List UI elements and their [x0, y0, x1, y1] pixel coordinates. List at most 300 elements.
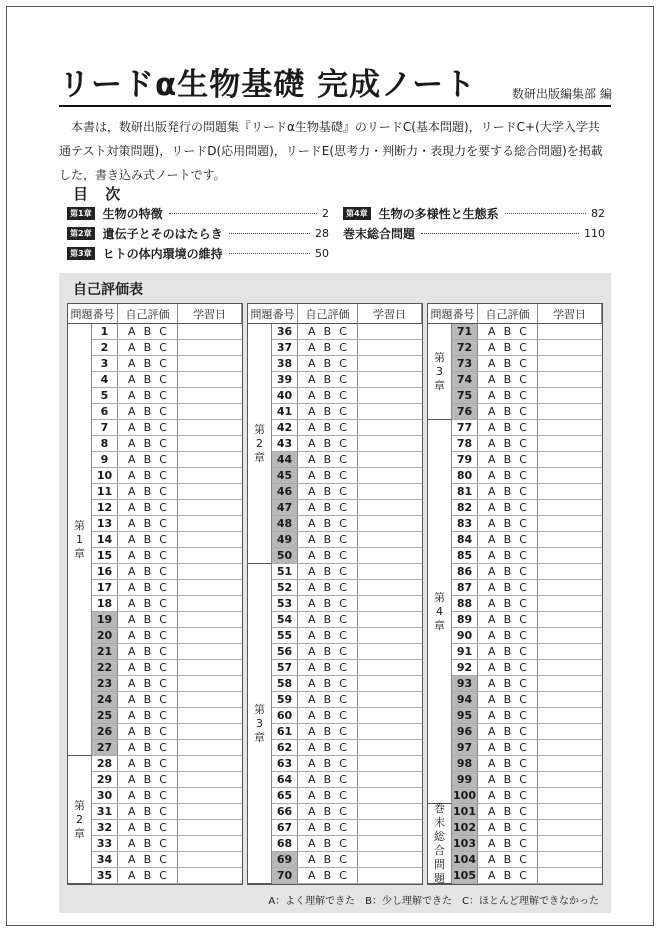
- study-date-cell[interactable]: [178, 356, 242, 371]
- grade-a-option[interactable]: A: [128, 773, 136, 786]
- grade-b-option[interactable]: B: [503, 533, 512, 546]
- grade-b-option[interactable]: B: [323, 613, 332, 626]
- grade-c-option[interactable]: C: [339, 533, 347, 546]
- grade-c-option[interactable]: C: [339, 645, 347, 658]
- study-date-cell[interactable]: [358, 836, 422, 851]
- grade-b-option[interactable]: B: [323, 581, 332, 594]
- study-date-cell[interactable]: [538, 468, 602, 483]
- grade-b-option[interactable]: B: [503, 549, 512, 562]
- grade-b-option[interactable]: B: [323, 533, 332, 546]
- grade-b-option[interactable]: B: [323, 869, 332, 882]
- grade-c-option[interactable]: C: [159, 469, 167, 482]
- grade-a-option[interactable]: A: [308, 741, 316, 754]
- grade-b-option[interactable]: B: [143, 757, 152, 770]
- grade-c-option[interactable]: C: [339, 837, 347, 850]
- grade-c-option[interactable]: C: [339, 805, 347, 818]
- grade-c-option[interactable]: C: [339, 421, 347, 434]
- grade-a-option[interactable]: A: [488, 693, 496, 706]
- grade-b-option[interactable]: B: [143, 549, 152, 562]
- grade-b-option[interactable]: B: [323, 693, 332, 706]
- study-date-cell[interactable]: [178, 452, 242, 467]
- grade-c-option[interactable]: C: [519, 389, 527, 402]
- grade-c-option[interactable]: C: [519, 437, 527, 450]
- grade-c-option[interactable]: C: [519, 565, 527, 578]
- grade-c-option[interactable]: C: [339, 789, 347, 802]
- grade-b-option[interactable]: B: [143, 645, 152, 658]
- study-date-cell[interactable]: [358, 644, 422, 659]
- grade-a-option[interactable]: A: [488, 869, 496, 882]
- study-date-cell[interactable]: [538, 484, 602, 499]
- grade-c-option[interactable]: C: [519, 533, 527, 546]
- grade-c-option[interactable]: C: [339, 853, 347, 866]
- study-date-cell[interactable]: [178, 548, 242, 563]
- grade-b-option[interactable]: B: [503, 693, 512, 706]
- study-date-cell[interactable]: [538, 628, 602, 643]
- grade-a-option[interactable]: A: [308, 581, 316, 594]
- grade-b-option[interactable]: B: [503, 437, 512, 450]
- grade-b-option[interactable]: B: [143, 725, 152, 738]
- grade-c-option[interactable]: C: [519, 597, 527, 610]
- grade-c-option[interactable]: C: [159, 565, 167, 578]
- grade-c-option[interactable]: C: [339, 773, 347, 786]
- study-date-cell[interactable]: [178, 612, 242, 627]
- grade-a-option[interactable]: A: [128, 437, 136, 450]
- grade-b-option[interactable]: B: [323, 677, 332, 690]
- grade-b-option[interactable]: B: [503, 821, 512, 834]
- grade-b-option[interactable]: B: [143, 565, 152, 578]
- grade-b-option[interactable]: B: [503, 725, 512, 738]
- study-date-cell[interactable]: [538, 676, 602, 691]
- study-date-cell[interactable]: [358, 564, 422, 579]
- grade-c-option[interactable]: C: [339, 405, 347, 418]
- grade-c-option[interactable]: C: [159, 501, 167, 514]
- grade-b-option[interactable]: B: [143, 789, 152, 802]
- grade-a-option[interactable]: A: [488, 501, 496, 514]
- grade-a-option[interactable]: A: [488, 389, 496, 402]
- grade-c-option[interactable]: C: [519, 789, 527, 802]
- grade-c-option[interactable]: C: [519, 757, 527, 770]
- grade-c-option[interactable]: C: [339, 597, 347, 610]
- grade-c-option[interactable]: C: [159, 421, 167, 434]
- grade-c-option[interactable]: C: [339, 501, 347, 514]
- grade-a-option[interactable]: A: [488, 581, 496, 594]
- grade-a-option[interactable]: A: [308, 389, 316, 402]
- toc-item[interactable]: [67, 225, 329, 241]
- grade-a-option[interactable]: A: [488, 853, 496, 866]
- study-date-cell[interactable]: [538, 820, 602, 835]
- grade-b-option[interactable]: B: [323, 373, 332, 386]
- grade-b-option[interactable]: B: [143, 693, 152, 706]
- grade-c-option[interactable]: C: [519, 501, 527, 514]
- grade-c-option[interactable]: C: [519, 405, 527, 418]
- grade-a-option[interactable]: A: [128, 725, 136, 738]
- grade-a-option[interactable]: A: [308, 453, 316, 466]
- grade-b-option[interactable]: B: [503, 565, 512, 578]
- study-date-cell[interactable]: [538, 756, 602, 771]
- study-date-cell[interactable]: [178, 868, 242, 883]
- grade-c-option[interactable]: C: [159, 581, 167, 594]
- grade-c-option[interactable]: C: [159, 709, 167, 722]
- study-date-cell[interactable]: [178, 564, 242, 579]
- study-date-cell[interactable]: [538, 580, 602, 595]
- grade-a-option[interactable]: A: [308, 725, 316, 738]
- grade-c-option[interactable]: C: [159, 405, 167, 418]
- grade-a-option[interactable]: A: [488, 757, 496, 770]
- grade-b-option[interactable]: B: [143, 869, 152, 882]
- grade-a-option[interactable]: A: [488, 645, 496, 658]
- grade-a-option[interactable]: A: [308, 709, 316, 722]
- grade-b-option[interactable]: B: [143, 613, 152, 626]
- grade-c-option[interactable]: C: [339, 453, 347, 466]
- grade-b-option[interactable]: B: [503, 773, 512, 786]
- grade-c-option[interactable]: C: [339, 341, 347, 354]
- toc-item[interactable]: [343, 205, 605, 221]
- grade-b-option[interactable]: B: [143, 469, 152, 482]
- grade-a-option[interactable]: A: [488, 741, 496, 754]
- grade-b-option[interactable]: B: [143, 373, 152, 386]
- grade-a-option[interactable]: A: [308, 661, 316, 674]
- grade-a-option[interactable]: A: [128, 853, 136, 866]
- grade-a-option[interactable]: A: [128, 677, 136, 690]
- grade-c-option[interactable]: C: [159, 357, 167, 370]
- study-date-cell[interactable]: [538, 324, 602, 339]
- grade-a-option[interactable]: A: [308, 565, 316, 578]
- grade-a-option[interactable]: A: [128, 661, 136, 674]
- grade-b-option[interactable]: B: [323, 485, 332, 498]
- grade-a-option[interactable]: A: [128, 581, 136, 594]
- study-date-cell[interactable]: [358, 356, 422, 371]
- study-date-cell[interactable]: [538, 596, 602, 611]
- grade-b-option[interactable]: B: [503, 837, 512, 850]
- grade-b-option[interactable]: B: [143, 581, 152, 594]
- grade-a-option[interactable]: A: [308, 373, 316, 386]
- grade-b-option[interactable]: B: [323, 789, 332, 802]
- grade-c-option[interactable]: C: [339, 565, 347, 578]
- study-date-cell[interactable]: [358, 580, 422, 595]
- study-date-cell[interactable]: [178, 324, 242, 339]
- study-date-cell[interactable]: [538, 564, 602, 579]
- grade-a-option[interactable]: A: [128, 645, 136, 658]
- study-date-cell[interactable]: [538, 660, 602, 675]
- study-date-cell[interactable]: [178, 644, 242, 659]
- grade-c-option[interactable]: C: [519, 661, 527, 674]
- grade-c-option[interactable]: C: [519, 453, 527, 466]
- grade-a-option[interactable]: A: [128, 629, 136, 642]
- study-date-cell[interactable]: [538, 836, 602, 851]
- grade-b-option[interactable]: B: [503, 501, 512, 514]
- grade-c-option[interactable]: C: [339, 437, 347, 450]
- grade-a-option[interactable]: A: [128, 789, 136, 802]
- study-date-cell[interactable]: [178, 724, 242, 739]
- study-date-cell[interactable]: [538, 644, 602, 659]
- grade-a-option[interactable]: A: [128, 549, 136, 562]
- grade-a-option[interactable]: A: [308, 869, 316, 882]
- study-date-cell[interactable]: [178, 740, 242, 755]
- study-date-cell[interactable]: [178, 516, 242, 531]
- grade-c-option[interactable]: C: [159, 549, 167, 562]
- grade-a-option[interactable]: A: [128, 341, 136, 354]
- grade-a-option[interactable]: A: [128, 325, 136, 338]
- grade-b-option[interactable]: B: [143, 325, 152, 338]
- grade-b-option[interactable]: B: [323, 821, 332, 834]
- grade-c-option[interactable]: C: [159, 757, 167, 770]
- study-date-cell[interactable]: [358, 548, 422, 563]
- grade-a-option[interactable]: A: [308, 533, 316, 546]
- grade-a-option[interactable]: A: [308, 645, 316, 658]
- grade-c-option[interactable]: C: [519, 805, 527, 818]
- grade-c-option[interactable]: C: [159, 677, 167, 690]
- study-date-cell[interactable]: [358, 388, 422, 403]
- grade-c-option[interactable]: C: [159, 693, 167, 706]
- grade-b-option[interactable]: B: [503, 597, 512, 610]
- grade-c-option[interactable]: C: [159, 741, 167, 754]
- grade-b-option[interactable]: B: [323, 341, 332, 354]
- study-date-cell[interactable]: [538, 612, 602, 627]
- study-date-cell[interactable]: [358, 692, 422, 707]
- study-date-cell[interactable]: [178, 532, 242, 547]
- grade-a-option[interactable]: A: [488, 453, 496, 466]
- grade-b-option[interactable]: B: [323, 645, 332, 658]
- grade-a-option[interactable]: A: [488, 357, 496, 370]
- grade-c-option[interactable]: C: [339, 517, 347, 530]
- grade-b-option[interactable]: B: [323, 517, 332, 530]
- grade-b-option[interactable]: B: [503, 805, 512, 818]
- grade-c-option[interactable]: C: [339, 373, 347, 386]
- grade-c-option[interactable]: C: [159, 789, 167, 802]
- study-date-cell[interactable]: [538, 740, 602, 755]
- study-date-cell[interactable]: [178, 804, 242, 819]
- grade-b-option[interactable]: B: [323, 725, 332, 738]
- grade-c-option[interactable]: C: [159, 805, 167, 818]
- study-date-cell[interactable]: [178, 500, 242, 515]
- grade-b-option[interactable]: B: [323, 597, 332, 610]
- grade-c-option[interactable]: C: [159, 821, 167, 834]
- grade-c-option[interactable]: C: [519, 693, 527, 706]
- grade-c-option[interactable]: C: [519, 485, 527, 498]
- study-date-cell[interactable]: [358, 660, 422, 675]
- grade-b-option[interactable]: B: [503, 325, 512, 338]
- grade-b-option[interactable]: B: [503, 405, 512, 418]
- study-date-cell[interactable]: [178, 404, 242, 419]
- grade-c-option[interactable]: C: [519, 853, 527, 866]
- grade-b-option[interactable]: B: [143, 661, 152, 674]
- grade-b-option[interactable]: B: [323, 325, 332, 338]
- grade-c-option[interactable]: C: [159, 453, 167, 466]
- grade-b-option[interactable]: B: [323, 357, 332, 370]
- grade-c-option[interactable]: C: [159, 629, 167, 642]
- grade-b-option[interactable]: B: [143, 437, 152, 450]
- grade-a-option[interactable]: A: [128, 693, 136, 706]
- study-date-cell[interactable]: [538, 516, 602, 531]
- study-date-cell[interactable]: [358, 452, 422, 467]
- grade-c-option[interactable]: C: [159, 389, 167, 402]
- grade-c-option[interactable]: C: [159, 325, 167, 338]
- grade-b-option[interactable]: B: [143, 357, 152, 370]
- grade-a-option[interactable]: A: [308, 341, 316, 354]
- grade-a-option[interactable]: A: [488, 341, 496, 354]
- grade-c-option[interactable]: C: [519, 373, 527, 386]
- study-date-cell[interactable]: [178, 852, 242, 867]
- study-date-cell[interactable]: [178, 372, 242, 387]
- grade-a-option[interactable]: A: [128, 373, 136, 386]
- grade-c-option[interactable]: C: [339, 549, 347, 562]
- grade-a-option[interactable]: A: [128, 565, 136, 578]
- grade-b-option[interactable]: B: [323, 805, 332, 818]
- grade-c-option[interactable]: C: [159, 437, 167, 450]
- study-date-cell[interactable]: [538, 500, 602, 515]
- grade-b-option[interactable]: B: [503, 453, 512, 466]
- grade-c-option[interactable]: C: [519, 725, 527, 738]
- grade-a-option[interactable]: A: [128, 757, 136, 770]
- grade-a-option[interactable]: A: [128, 597, 136, 610]
- grade-b-option[interactable]: B: [503, 661, 512, 674]
- study-date-cell[interactable]: [178, 660, 242, 675]
- grade-b-option[interactable]: B: [143, 709, 152, 722]
- grade-c-option[interactable]: C: [159, 869, 167, 882]
- toc-item[interactable]: [343, 225, 605, 241]
- grade-c-option[interactable]: C: [339, 581, 347, 594]
- grade-b-option[interactable]: B: [503, 469, 512, 482]
- study-date-cell[interactable]: [358, 500, 422, 515]
- grade-a-option[interactable]: A: [488, 597, 496, 610]
- grade-a-option[interactable]: A: [308, 501, 316, 514]
- grade-c-option[interactable]: C: [339, 613, 347, 626]
- study-date-cell[interactable]: [178, 388, 242, 403]
- grade-a-option[interactable]: A: [308, 405, 316, 418]
- grade-b-option[interactable]: B: [503, 485, 512, 498]
- grade-a-option[interactable]: A: [128, 405, 136, 418]
- study-date-cell[interactable]: [178, 468, 242, 483]
- grade-b-option[interactable]: B: [143, 677, 152, 690]
- grade-a-option[interactable]: A: [488, 405, 496, 418]
- grade-c-option[interactable]: C: [339, 821, 347, 834]
- grade-a-option[interactable]: A: [488, 421, 496, 434]
- grade-a-option[interactable]: A: [308, 853, 316, 866]
- study-date-cell[interactable]: [538, 772, 602, 787]
- study-date-cell[interactable]: [178, 676, 242, 691]
- grade-b-option[interactable]: B: [323, 437, 332, 450]
- grade-c-option[interactable]: C: [339, 757, 347, 770]
- grade-c-option[interactable]: C: [519, 821, 527, 834]
- grade-a-option[interactable]: A: [128, 533, 136, 546]
- grade-c-option[interactable]: C: [159, 341, 167, 354]
- grade-b-option[interactable]: B: [323, 549, 332, 562]
- study-date-cell[interactable]: [358, 468, 422, 483]
- grade-b-option[interactable]: B: [323, 469, 332, 482]
- grade-c-option[interactable]: C: [159, 597, 167, 610]
- grade-a-option[interactable]: A: [128, 357, 136, 370]
- grade-b-option[interactable]: B: [143, 421, 152, 434]
- grade-b-option[interactable]: B: [503, 421, 512, 434]
- grade-a-option[interactable]: A: [488, 677, 496, 690]
- grade-a-option[interactable]: A: [128, 421, 136, 434]
- grade-c-option[interactable]: C: [159, 853, 167, 866]
- grade-a-option[interactable]: A: [488, 773, 496, 786]
- grade-b-option[interactable]: B: [323, 773, 332, 786]
- study-date-cell[interactable]: [178, 820, 242, 835]
- grade-c-option[interactable]: C: [519, 741, 527, 754]
- grade-c-option[interactable]: C: [519, 421, 527, 434]
- toc-item[interactable]: [67, 245, 329, 261]
- grade-b-option[interactable]: B: [503, 853, 512, 866]
- grade-c-option[interactable]: C: [519, 581, 527, 594]
- grade-c-option[interactable]: C: [159, 613, 167, 626]
- grade-b-option[interactable]: B: [323, 757, 332, 770]
- study-date-cell[interactable]: [538, 852, 602, 867]
- study-date-cell[interactable]: [178, 628, 242, 643]
- study-date-cell[interactable]: [358, 804, 422, 819]
- grade-a-option[interactable]: A: [488, 485, 496, 498]
- grade-a-option[interactable]: A: [128, 869, 136, 882]
- grade-b-option[interactable]: B: [323, 453, 332, 466]
- grade-b-option[interactable]: B: [143, 517, 152, 530]
- grade-a-option[interactable]: A: [128, 837, 136, 850]
- study-date-cell[interactable]: [358, 820, 422, 835]
- grade-c-option[interactable]: C: [339, 693, 347, 706]
- study-date-cell[interactable]: [358, 404, 422, 419]
- grade-a-option[interactable]: A: [128, 501, 136, 514]
- study-date-cell[interactable]: [358, 596, 422, 611]
- grade-b-option[interactable]: B: [503, 677, 512, 690]
- grade-b-option[interactable]: B: [143, 597, 152, 610]
- grade-a-option[interactable]: A: [308, 757, 316, 770]
- grade-c-option[interactable]: C: [519, 549, 527, 562]
- grade-b-option[interactable]: B: [503, 741, 512, 754]
- grade-a-option[interactable]: A: [488, 549, 496, 562]
- grade-b-option[interactable]: B: [503, 757, 512, 770]
- study-date-cell[interactable]: [358, 772, 422, 787]
- study-date-cell[interactable]: [358, 420, 422, 435]
- grade-a-option[interactable]: A: [308, 629, 316, 642]
- grade-b-option[interactable]: B: [323, 405, 332, 418]
- grade-b-option[interactable]: B: [143, 805, 152, 818]
- grade-c-option[interactable]: C: [159, 773, 167, 786]
- study-date-cell[interactable]: [358, 868, 422, 883]
- grade-c-option[interactable]: C: [519, 613, 527, 626]
- study-date-cell[interactable]: [178, 580, 242, 595]
- study-date-cell[interactable]: [538, 868, 602, 883]
- grade-c-option[interactable]: C: [159, 661, 167, 674]
- grade-b-option[interactable]: B: [503, 581, 512, 594]
- grade-a-option[interactable]: A: [308, 613, 316, 626]
- grade-c-option[interactable]: C: [339, 469, 347, 482]
- grade-b-option[interactable]: B: [503, 389, 512, 402]
- grade-b-option[interactable]: B: [503, 645, 512, 658]
- grade-a-option[interactable]: A: [488, 805, 496, 818]
- grade-c-option[interactable]: C: [519, 357, 527, 370]
- grade-a-option[interactable]: A: [488, 613, 496, 626]
- grade-a-option[interactable]: A: [488, 821, 496, 834]
- study-date-cell[interactable]: [538, 404, 602, 419]
- study-date-cell[interactable]: [358, 436, 422, 451]
- grade-c-option[interactable]: C: [519, 517, 527, 530]
- grade-c-option[interactable]: C: [159, 485, 167, 498]
- grade-b-option[interactable]: B: [323, 501, 332, 514]
- grade-c-option[interactable]: C: [339, 485, 347, 498]
- study-date-cell[interactable]: [538, 452, 602, 467]
- grade-b-option[interactable]: B: [323, 629, 332, 642]
- grade-c-option[interactable]: C: [519, 645, 527, 658]
- grade-b-option[interactable]: B: [323, 565, 332, 578]
- study-date-cell[interactable]: [358, 740, 422, 755]
- grade-b-option[interactable]: B: [143, 741, 152, 754]
- grade-b-option[interactable]: B: [503, 357, 512, 370]
- study-date-cell[interactable]: [178, 436, 242, 451]
- study-date-cell[interactable]: [358, 708, 422, 723]
- grade-c-option[interactable]: C: [339, 869, 347, 882]
- grade-a-option[interactable]: A: [488, 661, 496, 674]
- grade-c-option[interactable]: C: [519, 629, 527, 642]
